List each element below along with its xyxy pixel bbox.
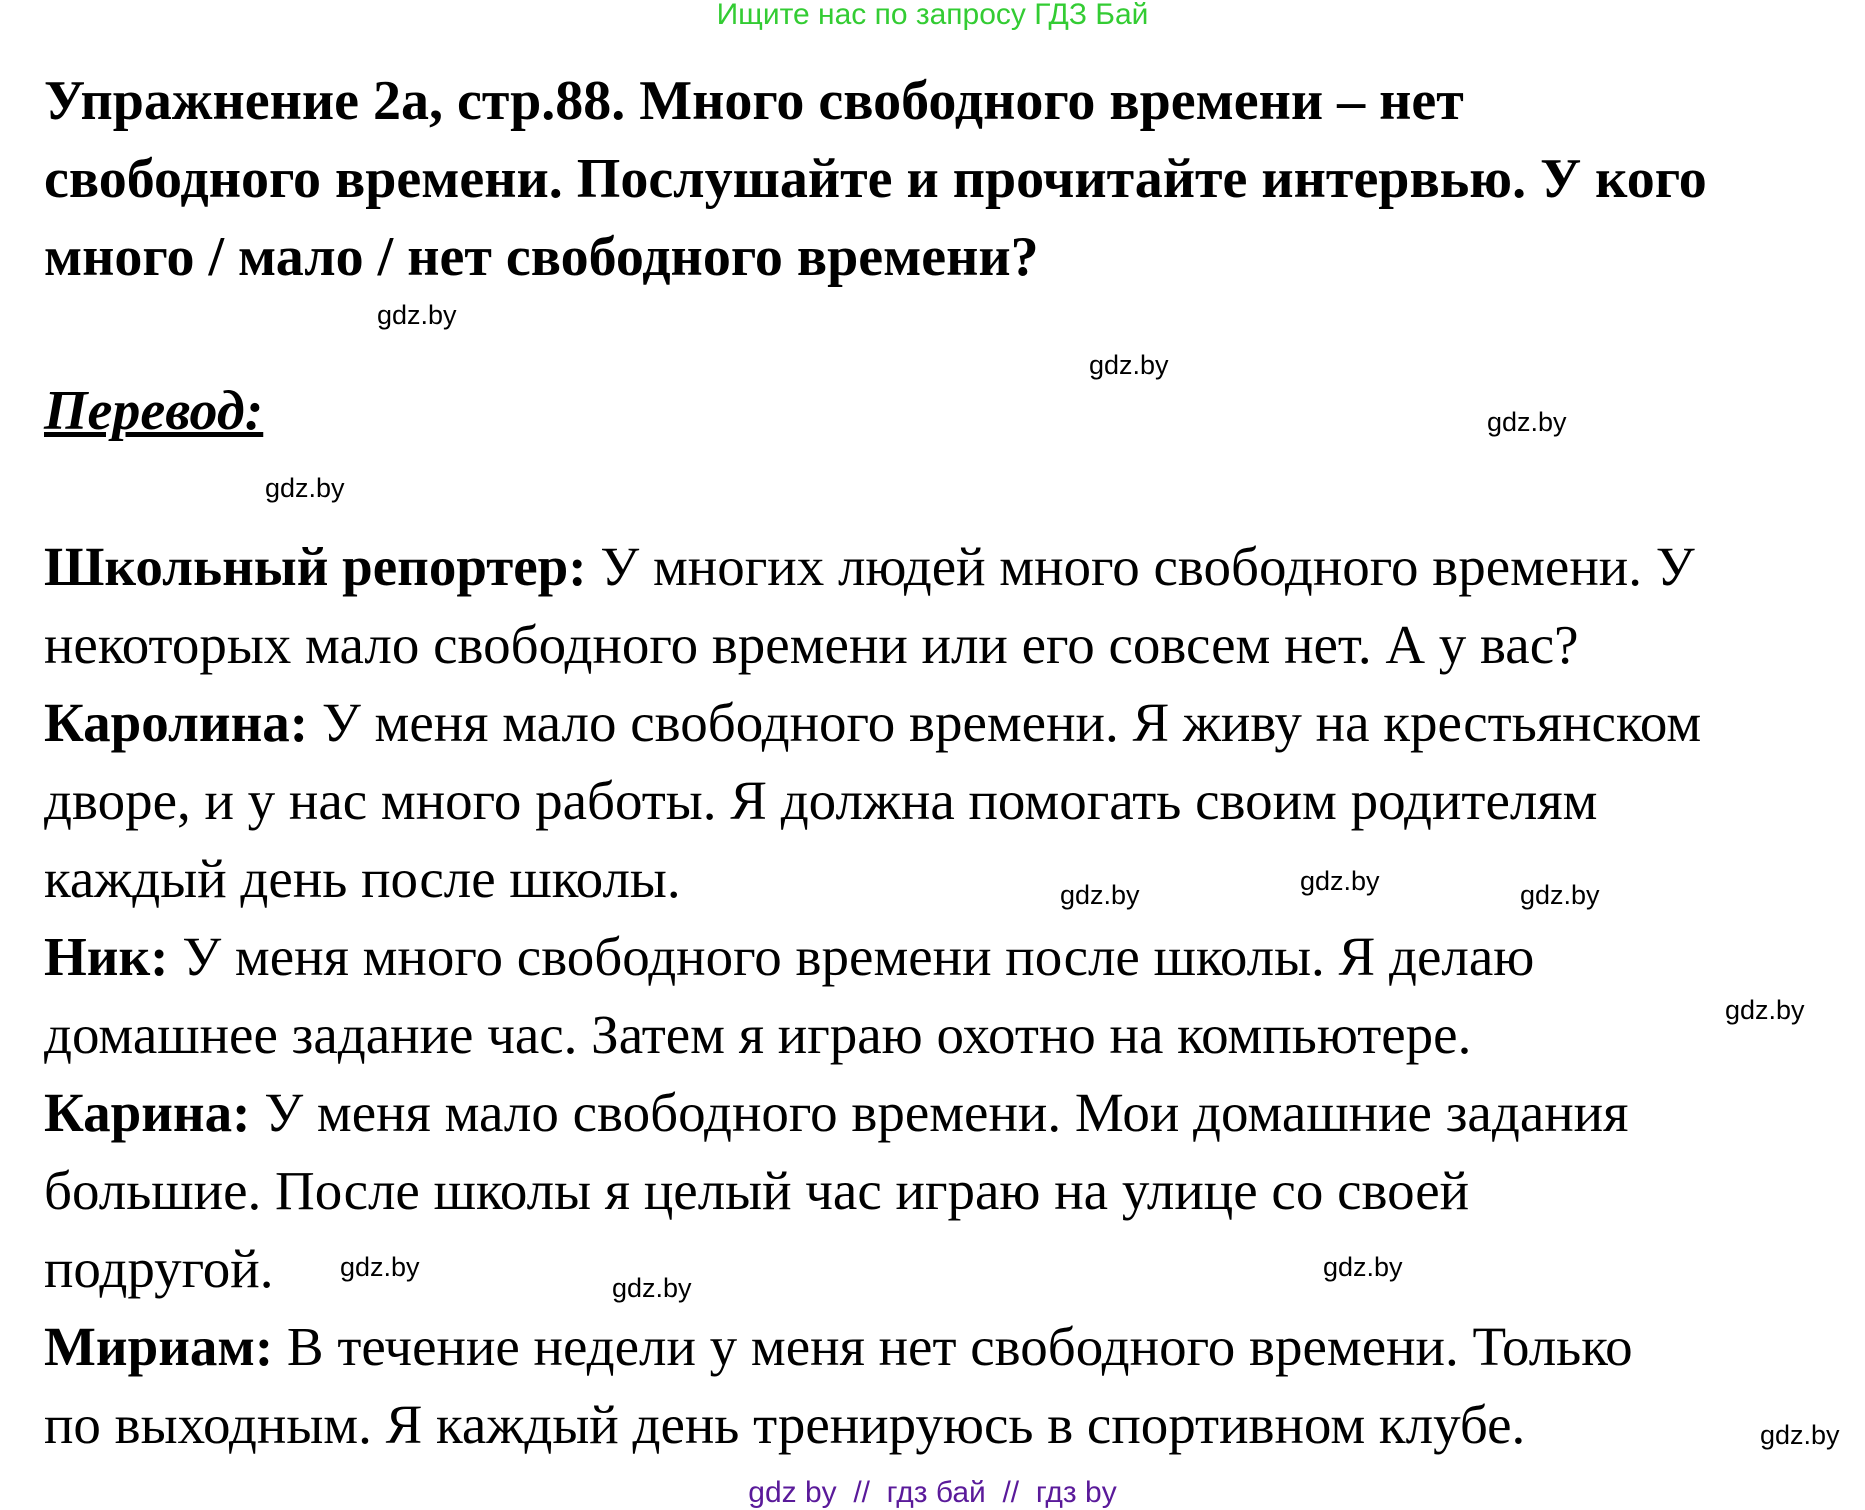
- watermark: gdz.by: [1520, 880, 1600, 910]
- speaker-label: Ник:: [44, 926, 169, 987]
- watermark: gdz.by: [1089, 350, 1169, 380]
- watermark: gdz.by: [1300, 866, 1380, 896]
- watermark: gdz.by: [612, 1273, 692, 1303]
- speaker-label: Мириам:: [44, 1316, 274, 1377]
- watermark: gdz.by: [1725, 995, 1805, 1025]
- title-line: Упражнение 2а, стр.88. Много свободного времени – нет: [44, 70, 1464, 132]
- watermark: gdz.by: [1760, 1420, 1840, 1450]
- line-text: большие. После школы я целый час играю на улице со своей: [44, 1160, 1470, 1221]
- translation-heading: Перевод:: [44, 380, 264, 442]
- watermark: gdz.by: [1323, 1252, 1403, 1282]
- title-line: свободного времени. Послушайте и прочитайте интервью. У кого: [44, 148, 1707, 210]
- watermark: gdz.by: [1487, 407, 1567, 437]
- text-line: [44, 918, 1844, 996]
- text-line: [44, 606, 1844, 684]
- text-line: [44, 1152, 1844, 1230]
- text-line: [44, 1386, 1844, 1464]
- text-line: [44, 1074, 1844, 1152]
- title-line: много / мало / нет свободного времени?: [44, 226, 1039, 288]
- line-text: дворе, и у нас много работы. Я должна помогать своим родителям: [44, 770, 1598, 831]
- watermark: gdz.by: [340, 1252, 420, 1282]
- watermark: gdz.by: [265, 473, 345, 503]
- text-line: [44, 528, 1844, 606]
- line-text: У меня много свободного времени после школы. Я делаю: [168, 926, 1535, 987]
- watermark: gdz.by: [1060, 880, 1140, 910]
- line-text: домашнее задание час. Затем я играю охотно на компьютере.: [44, 1004, 1472, 1065]
- text-line: [44, 996, 1844, 1074]
- line-text: У меня мало свободного времени. Я живу на крестьянском: [308, 692, 1702, 753]
- text-line: [44, 684, 1844, 762]
- line-text: У многих людей много свободного времени. У: [586, 536, 1695, 597]
- speaker-label: Школьный репортер:: [44, 536, 587, 597]
- line-text: некоторых мало свободного времени или его совсем нет. А у вас?: [44, 614, 1579, 675]
- text-line: [44, 1230, 1844, 1308]
- footer-watermark: gdz by // гдз бай // гдз by: [748, 1476, 1117, 1509]
- text-line: [44, 762, 1844, 840]
- search-banner: Ищите нас по запросу ГДЗ Бай: [716, 0, 1149, 31]
- line-text: по выходным. Я каждый день тренируюсь в спортивном клубе.: [44, 1394, 1526, 1455]
- exercise-title: [44, 62, 1844, 296]
- speaker-label: Карина:: [44, 1082, 251, 1143]
- watermark: gdz.by: [377, 300, 457, 330]
- translation-body: [44, 528, 1844, 1464]
- line-text: подругой.: [44, 1238, 274, 1299]
- line-text: В течение недели у меня нет свободного времени. Только: [273, 1316, 1633, 1377]
- text-line: [44, 1308, 1844, 1386]
- line-text: У меня мало свободного времени. Мои домашние задания: [250, 1082, 1629, 1143]
- line-text: каждый день после школы.: [44, 848, 681, 909]
- speaker-label: Каролина:: [44, 692, 309, 753]
